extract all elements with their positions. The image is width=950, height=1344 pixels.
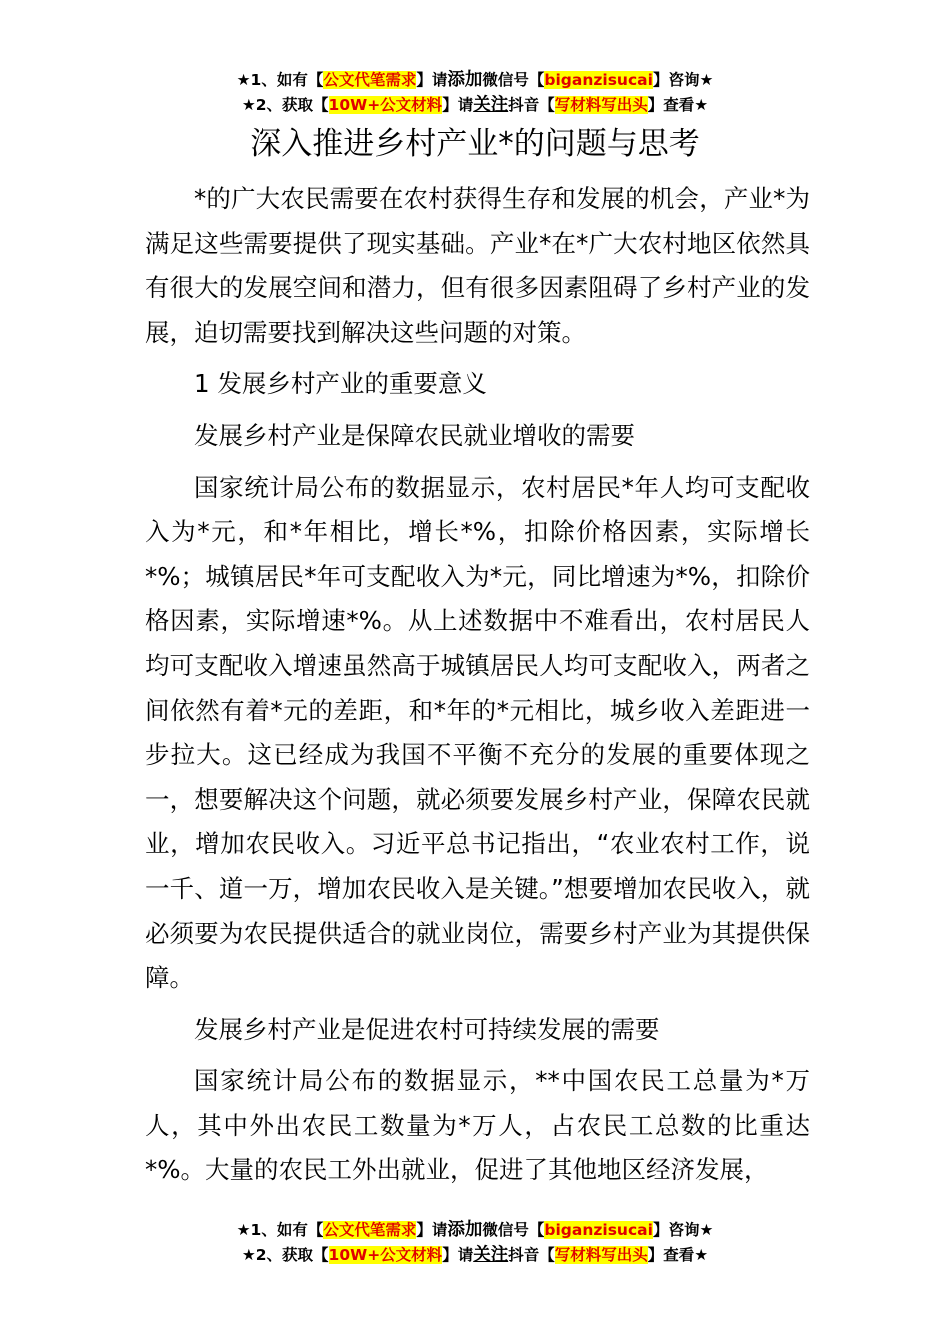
highlight-douyin-account: 写材料写出头	[554, 96, 648, 114]
promo-line-1: ★1、如有【公文代笔需求】请添加微信号【biganzisucai】咨询★	[236, 70, 714, 90]
highlight-materials: 10W+公文材料	[328, 1246, 443, 1264]
promo-line-2: ★2、获取【10W+公文材料】请关注抖音【写材料写出头】查看★	[241, 1245, 709, 1265]
promo-line-1: ★1、如有【公文代笔需求】请添加微信号【biganzisucai】咨询★	[236, 1220, 714, 1240]
section-heading-1: 1 发展乡村产业的重要意义	[194, 369, 487, 399]
paragraph-migrant-data: 国家统计局公布的数据显示，**中国农民工总量为*万人，其中外出农民工数量为*万人，占农民工总数的比重达*%。大量的农民工外出就业，促进了其他地区经济发展，	[145, 1066, 810, 1185]
document-body	[145, 177, 810, 1200]
promo-line-2: ★2、获取【10W+公文材料】请关注抖音【写材料写出头】查看★	[241, 95, 709, 115]
paragraph-income-data: 国家统计局公布的数据显示，农村居民*年人均可支配收入为*元，和*年相比，增长*%，扣除价格因素，实际增长*%；城镇居民*年可支配收入为*元，同比增速为*%，扣除价格因素，实际增速*%。从上述数据中不难看出，农村居民人均可支配收入增速虽然高于城镇居民人均可支配收入，两者之间依然有着*元的差距，和*年的*元相比，城乡收入差距进一步拉大。这已经成为我国不平衡不充分的发展的重要体现之一，想要解决这个问题，就必须要发展乡村产业，保障农民就业，增加农民收入。习近平总书记指出，“农业农村工作，说一千、道一万，增加农民收入是关键。”想要增加农民收入，就必须要为农民提供适合的就业岗位，需要乡村产业为其提供保障。	[145, 472, 810, 993]
document-title: 深入推进乡村产业*的问题与思考	[250, 126, 700, 162]
highlight-wechat-id: biganzisucai	[544, 71, 653, 89]
highlight-wechat-id: biganzisucai	[544, 1221, 653, 1239]
subheading-sustainable: 发展乡村产业是促进农村可持续发展的需要	[194, 1014, 660, 1044]
highlight-materials: 10W+公文材料	[328, 96, 443, 114]
intro-paragraph: *的广大农民需要在农村获得生存和发展的机会，产业*为满足这些需要提供了现实基础。产业*在*广大农村地区依然具有很大的发展空间和潜力，但有很多因素阻碍了乡村产业的发展，迫切需要找到解决这些问题的对策。	[145, 184, 810, 347]
bottom-promo-banner	[0, 1218, 950, 1268]
top-promo-banner	[0, 68, 950, 118]
highlight-service: 公文代笔需求	[323, 1221, 417, 1239]
subheading-employment: 发展乡村产业是保障农民就业增收的需要	[194, 420, 635, 450]
highlight-douyin-account: 写材料写出头	[554, 1246, 648, 1264]
highlight-service: 公文代笔需求	[323, 71, 417, 89]
